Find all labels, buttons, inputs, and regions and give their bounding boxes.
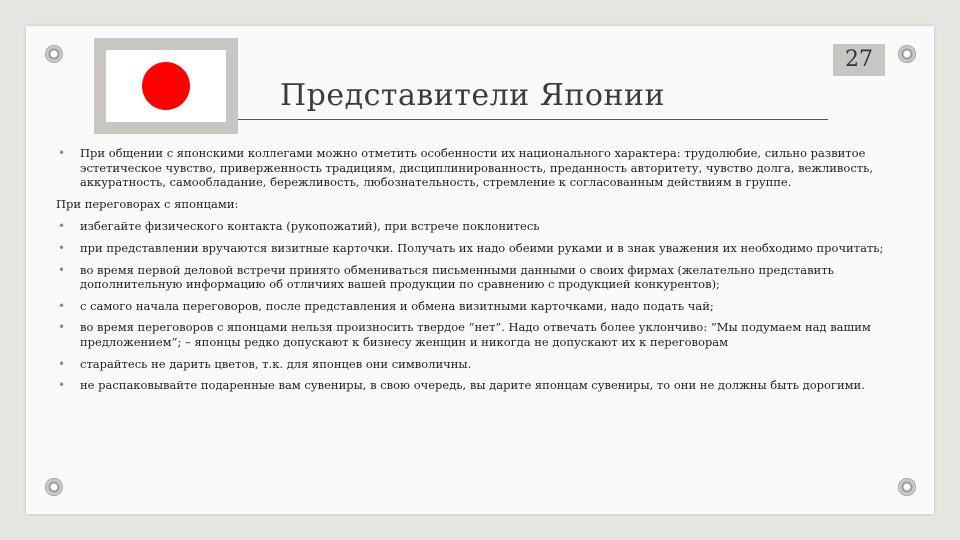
bullet-icon: • [58,320,66,335]
list-item-text: с самого начала переговоров, после представления и обмена визитными карточками, надо подать чай; [80,298,714,313]
list-item [56,320,886,349]
list-item-text: не распаковывайте подаренные вам сувениры, в свою очередь, вы дарите японцам сувениры, то они не должны быть дорогими. [80,378,865,393]
slide-content [56,146,886,400]
list-item [56,263,886,292]
slide-title: Представители Японии [280,78,665,113]
pin-bottom-left-icon [45,478,63,496]
bullet-icon: • [58,356,66,371]
bullet-icon: • [58,378,66,393]
japan-flag-image [106,50,226,122]
list-item [56,299,886,314]
subheading: При переговорах с японцами: [56,196,239,211]
list-item [56,146,886,190]
list-item [56,357,886,372]
bullet-icon: • [58,146,66,160]
list-item-text: во время переговоров с японцами нельзя произносить твердое “нет”. Надо отвечать более уклончиво: ”Мы подумаем над вашим предложением”; – японцы редко допускают к бизнесу женщин и никогда не допускают их к переговорам [80,320,871,349]
pin-bottom-right-icon [898,478,916,496]
list-item-text: При общении с японскими коллегами можно отметить особенности их национального характера: трудолюбие, сильно развитое эстетическое чувство, приверженность традициям, дисциплинированность, преданность авторитету, чувство долга, вежливость, аккуратность, самообладание, бережливость, любознательность, стремление к согласованным действиям в группе. [80,146,874,190]
list-item [56,219,886,234]
bullet-icon: • [58,219,66,234]
list-item-text: при представлении вручаются визитные карточки. Получать их надо обеими руками и в знак уважения их необходимо прочитать; [80,240,884,255]
pin-top-right-icon [898,45,916,63]
pin-top-left-icon [45,45,63,63]
list-item [56,378,886,393]
title-underline [238,119,828,120]
list-item [56,241,886,256]
bullet-icon: • [58,262,66,277]
list-item-text: старайтесь не дарить цветов, т.к. для японцев они символичны. [80,356,472,371]
list-item-text: избегайте физического контакта (рукопожатий), при встрече поклонитесь [80,219,540,234]
list-item-text: во время первой деловой встречи принято обмениваться письменными данными о своих фирмах (желательно представить дополнительную информацию об отличиях вашей продукции по сравнению с продукцией конкурентов); [80,262,834,292]
bullet-icon: • [58,240,66,255]
flag-sun-disc [142,62,190,110]
bullet-icon: • [58,298,66,313]
page-number: 27 [833,44,885,76]
